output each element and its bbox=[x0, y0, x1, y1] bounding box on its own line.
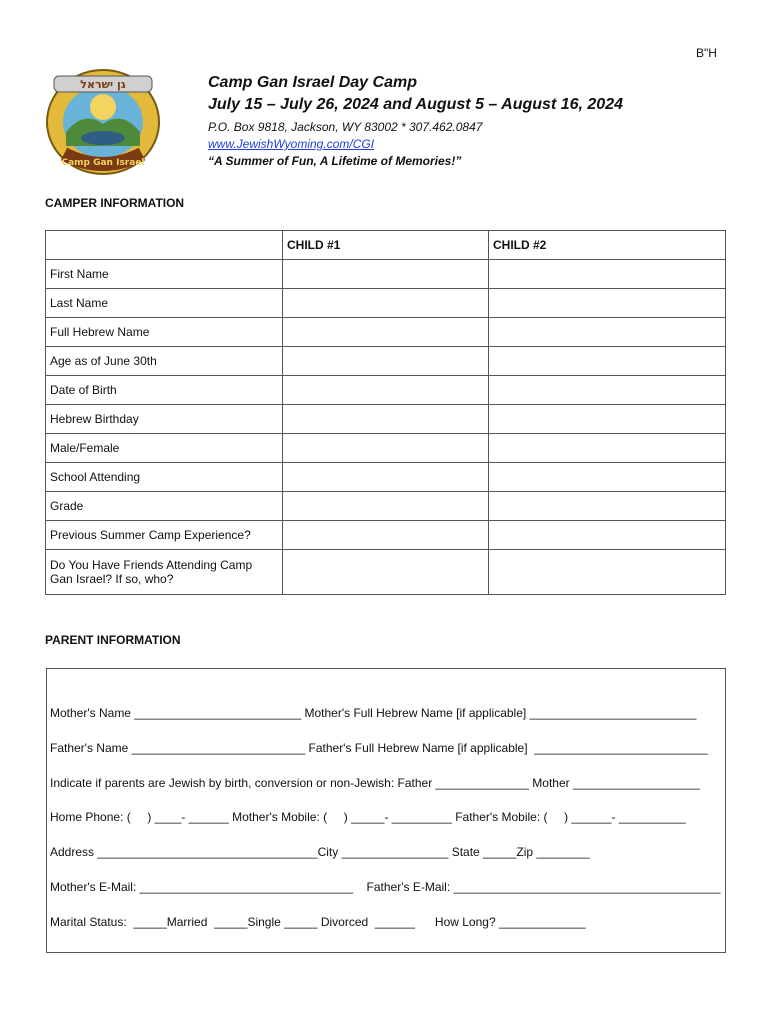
father-name-line[interactable]: Father's Name __________________________ Father's Full Hebrew Name [if applicable] __________________________ bbox=[50, 741, 708, 755]
child2-field[interactable] bbox=[489, 492, 726, 521]
table-header-label bbox=[46, 231, 283, 260]
camp-address: P.O. Box 9818, Jackson, WY 83002 * 307.462.0847 bbox=[208, 120, 483, 134]
row-label: Hebrew Birthday bbox=[46, 405, 283, 434]
child2-field[interactable] bbox=[489, 376, 726, 405]
table-row bbox=[46, 434, 726, 463]
parent-info-box bbox=[46, 668, 726, 953]
camp-dates: July 15 – July 26, 2024 and August 5 – August 16, 2024 bbox=[208, 96, 623, 113]
child1-field[interactable] bbox=[283, 405, 489, 434]
email-line[interactable]: Mother's E-Mail: ________________________________ Father's E-Mail: ________________________________________ bbox=[50, 880, 721, 894]
camper-section-title: CAMPER INFORMATION bbox=[45, 196, 185, 210]
child2-field[interactable] bbox=[489, 463, 726, 492]
row-label: First Name bbox=[46, 260, 283, 289]
jewish-status-line[interactable]: Indicate if parents are Jewish by birth, conversion or non-Jewish: Father ______________ Mother ___________________ bbox=[50, 776, 700, 790]
table-row bbox=[46, 376, 726, 405]
row-label: Male/Female bbox=[46, 434, 283, 463]
camp-title: Camp Gan Israel Day Camp bbox=[208, 74, 417, 91]
child2-field[interactable] bbox=[489, 434, 726, 463]
parent-section-title: PARENT INFORMATION bbox=[45, 633, 181, 647]
address-line[interactable]: Address _________________________________City ________________ State _____Zip ________ bbox=[50, 845, 590, 859]
table-row bbox=[46, 405, 726, 434]
table-row bbox=[46, 289, 726, 318]
row-label: Last Name bbox=[46, 289, 283, 318]
row-label-line2: Gan Israel? If so, who? bbox=[50, 572, 174, 586]
table-row bbox=[46, 260, 726, 289]
mother-name-line[interactable]: Mother's Name _________________________ Mother's Full Hebrew Name [if applicable] _________________________ bbox=[50, 706, 697, 720]
table-header-child1: CHILD #1 bbox=[283, 231, 489, 260]
svg-text:גן ישראל: גן ישראל bbox=[80, 78, 126, 91]
website-link[interactable]: www.JewishWyoming.com/CGI bbox=[208, 137, 375, 151]
child2-field[interactable] bbox=[489, 405, 726, 434]
table-row bbox=[46, 492, 726, 521]
child2-field[interactable] bbox=[489, 289, 726, 318]
row-label: Date of Birth bbox=[46, 376, 283, 405]
child1-field[interactable] bbox=[283, 550, 489, 595]
corner-mark: B"H bbox=[696, 46, 717, 60]
row-label: Age as of June 30th bbox=[46, 347, 283, 376]
row-label bbox=[46, 550, 283, 595]
row-label: Full Hebrew Name bbox=[46, 318, 283, 347]
child1-field[interactable] bbox=[283, 492, 489, 521]
table-row bbox=[46, 318, 726, 347]
marital-status-line[interactable]: Marital Status: _____Married _____Single _____ Divorced ______ How Long? _____________ bbox=[50, 915, 586, 929]
child1-field[interactable] bbox=[283, 376, 489, 405]
child1-field[interactable] bbox=[283, 289, 489, 318]
row-label: Grade bbox=[46, 492, 283, 521]
child2-field[interactable] bbox=[489, 347, 726, 376]
svg-text:Camp Gan Israel: Camp Gan Israel bbox=[61, 158, 145, 168]
table-row bbox=[46, 550, 726, 595]
child1-field[interactable] bbox=[283, 463, 489, 492]
child2-field[interactable] bbox=[489, 521, 726, 550]
child2-field[interactable] bbox=[489, 550, 726, 595]
row-label: Previous Summer Camp Experience? bbox=[46, 521, 283, 550]
child1-field[interactable] bbox=[283, 347, 489, 376]
table-row bbox=[46, 521, 726, 550]
camp-motto: “A Summer of Fun, A Lifetime of Memories!” bbox=[208, 154, 462, 168]
child1-field[interactable] bbox=[283, 521, 489, 550]
table-header-row bbox=[46, 231, 726, 260]
child2-field[interactable] bbox=[489, 318, 726, 347]
row-label-line1: Do You Have Friends Attending Camp bbox=[50, 558, 253, 572]
table-row bbox=[46, 463, 726, 492]
row-label: School Attending bbox=[46, 463, 283, 492]
child2-field[interactable] bbox=[489, 260, 726, 289]
child1-field[interactable] bbox=[283, 434, 489, 463]
table-row bbox=[46, 347, 726, 376]
header bbox=[208, 72, 623, 170]
camp-logo-icon bbox=[44, 62, 162, 178]
child1-field[interactable] bbox=[283, 318, 489, 347]
table-header-child2: CHILD #2 bbox=[489, 231, 726, 260]
camper-table bbox=[45, 230, 726, 595]
child1-field[interactable] bbox=[283, 260, 489, 289]
phone-line[interactable]: Home Phone: ( ) ____- ______ Mother's Mobile: ( ) _____- _________ Father's Mobile: ( ) ______- __________ bbox=[50, 810, 686, 824]
